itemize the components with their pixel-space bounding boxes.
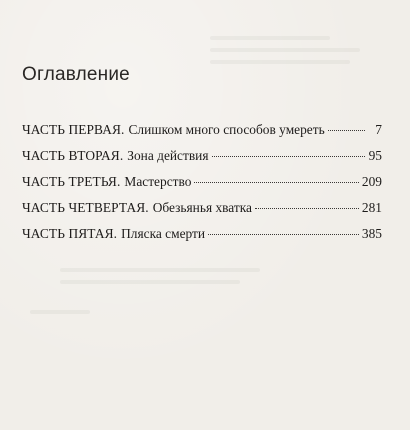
table-of-contents (22, 122, 382, 252)
toc-entry-1[interactable] (22, 122, 382, 148)
show-through-line (60, 280, 240, 284)
dot-leader (208, 234, 359, 235)
toc-entry-4[interactable] (22, 200, 382, 226)
toc-entry-title (22, 226, 205, 242)
toc-chapter-name: Слишком много способов умереть (128, 122, 325, 137)
toc-part-label: ЧАСТЬ ПЯТАЯ. (22, 226, 118, 241)
toc-entry-2[interactable] (22, 148, 382, 174)
toc-chapter-name: Зона действия (127, 148, 209, 163)
toc-page-number: 95 (368, 148, 382, 163)
toc-page-number: 281 (361, 200, 382, 215)
toc-entry-title (22, 122, 325, 138)
toc-entry-title (22, 174, 191, 190)
toc-page-number: 385 (361, 226, 382, 241)
toc-entry-3[interactable] (22, 174, 382, 200)
toc-part-label: ЧАСТЬ ТРЕТЬЯ. (22, 174, 121, 189)
show-through-line (210, 36, 330, 40)
toc-chapter-name: Мастерство (124, 174, 192, 189)
show-through-line (210, 60, 350, 64)
toc-part-label: ЧАСТЬ ЧЕТВЕРТАЯ. (22, 200, 149, 215)
toc-part-label: ЧАСТЬ ПЕРВАЯ. (22, 122, 125, 137)
dot-leader (212, 156, 366, 157)
toc-heading: Оглавление (22, 64, 130, 85)
dot-leader (194, 182, 358, 183)
toc-entry-title (22, 148, 209, 164)
dot-leader (255, 208, 359, 209)
toc-page-number: 209 (361, 174, 382, 189)
toc-chapter-name: Обезьянья хватка (152, 200, 252, 215)
toc-page-number: 7 (375, 122, 382, 137)
toc-part-label: ЧАСТЬ ВТОРАЯ. (22, 148, 124, 163)
toc-chapter-name: Пляска смерти (121, 226, 206, 241)
show-through-line (210, 48, 360, 52)
dot-leader (328, 130, 365, 131)
show-through-line (30, 310, 90, 314)
toc-entry-5[interactable] (22, 226, 382, 252)
toc-entry-title (22, 200, 252, 216)
show-through-line (60, 268, 260, 272)
